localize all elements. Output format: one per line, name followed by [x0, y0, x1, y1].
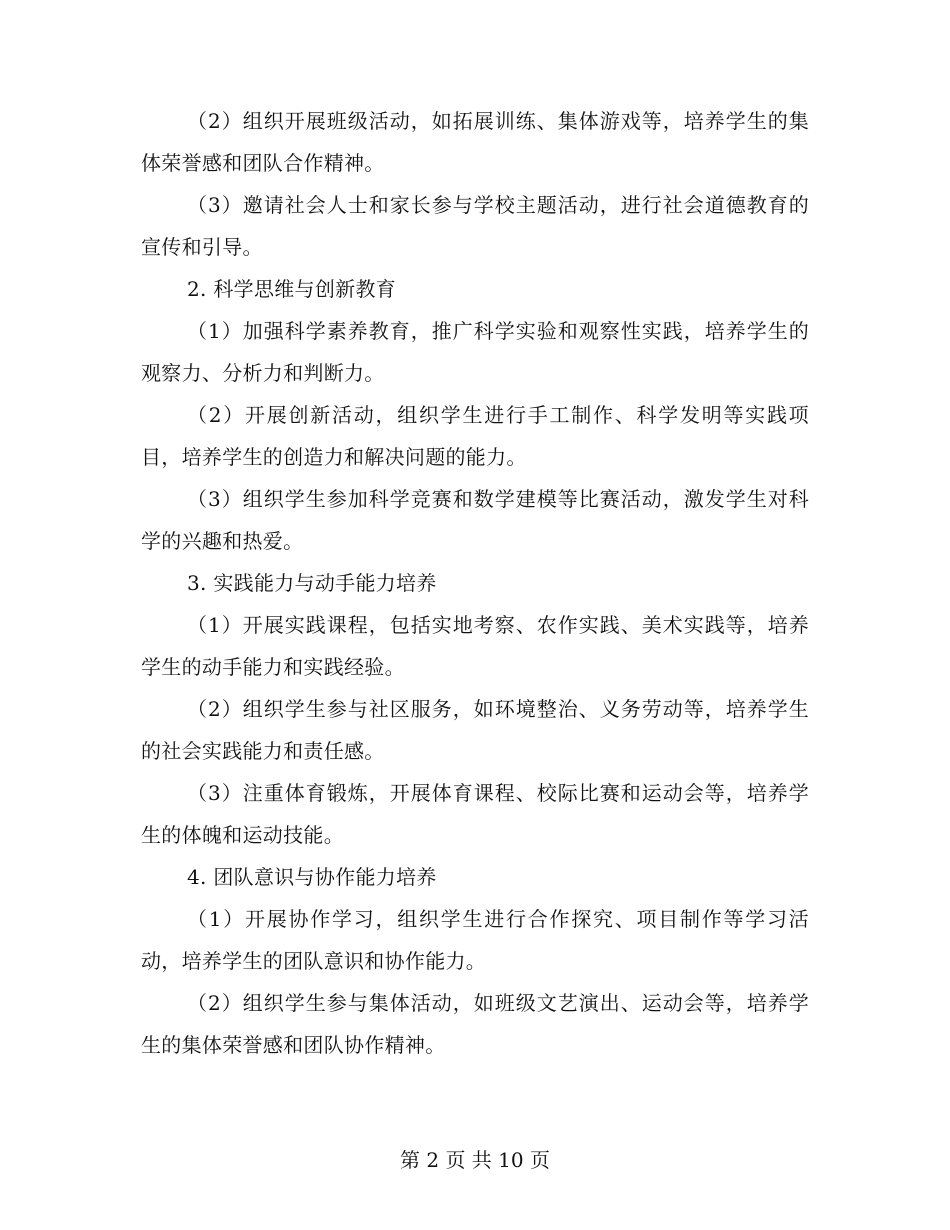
list-item: （3）邀请社会人士和家长参与学校主题活动，进行社会道德教育的宣传和引导。 [141, 193, 809, 259]
list-item: （1）开展实践课程，包括实地考察、农作实践、美术实践等，培养学生的动手能力和实践经验。 [141, 613, 809, 679]
list-item: （3）注重体育锻炼，开展体育课程、校际比赛和运动会等，培养学生的体魄和运动技能。 [141, 781, 809, 847]
list-item: （1）开展协作学习，组织学生进行合作探究、项目制作等学习活动，培养学生的团队意识和协作能力。 [141, 907, 809, 973]
list-item: （2）组织开展班级活动，如拓展训练、集体游戏等，培养学生的集体荣誉感和团队合作精神。 [141, 109, 809, 175]
document-body [141, 100, 809, 1066]
page-number-footer: 第 2 页 共 10 页 [400, 1148, 550, 1172]
list-item: （2）开展创新活动，组织学生进行手工制作、科学发明等实践项目，培养学生的创造力和解决问题的能力。 [141, 403, 809, 469]
list-item: （3）组织学生参加科学竞赛和数学建模等比赛活动，激发学生对科学的兴趣和热爱。 [141, 487, 809, 553]
section-heading: 4. 团队意识与协作能力培养 [187, 865, 437, 889]
section-heading: 2. 科学思维与创新教育 [187, 277, 397, 301]
list-item: （1）加强科学素养教育，推广科学实验和观察性实践，培养学生的观察力、分析力和判断力。 [141, 319, 809, 385]
list-item: （2）组织学生参与社区服务，如环境整治、义务劳动等，培养学生的社会实践能力和责任感。 [141, 697, 809, 763]
list-item: （2）组织学生参与集体活动，如班级文艺演出、运动会等，培养学生的集体荣誉感和团队协作精神。 [141, 991, 809, 1057]
section-heading: 3. 实践能力与动手能力培养 [187, 571, 437, 595]
